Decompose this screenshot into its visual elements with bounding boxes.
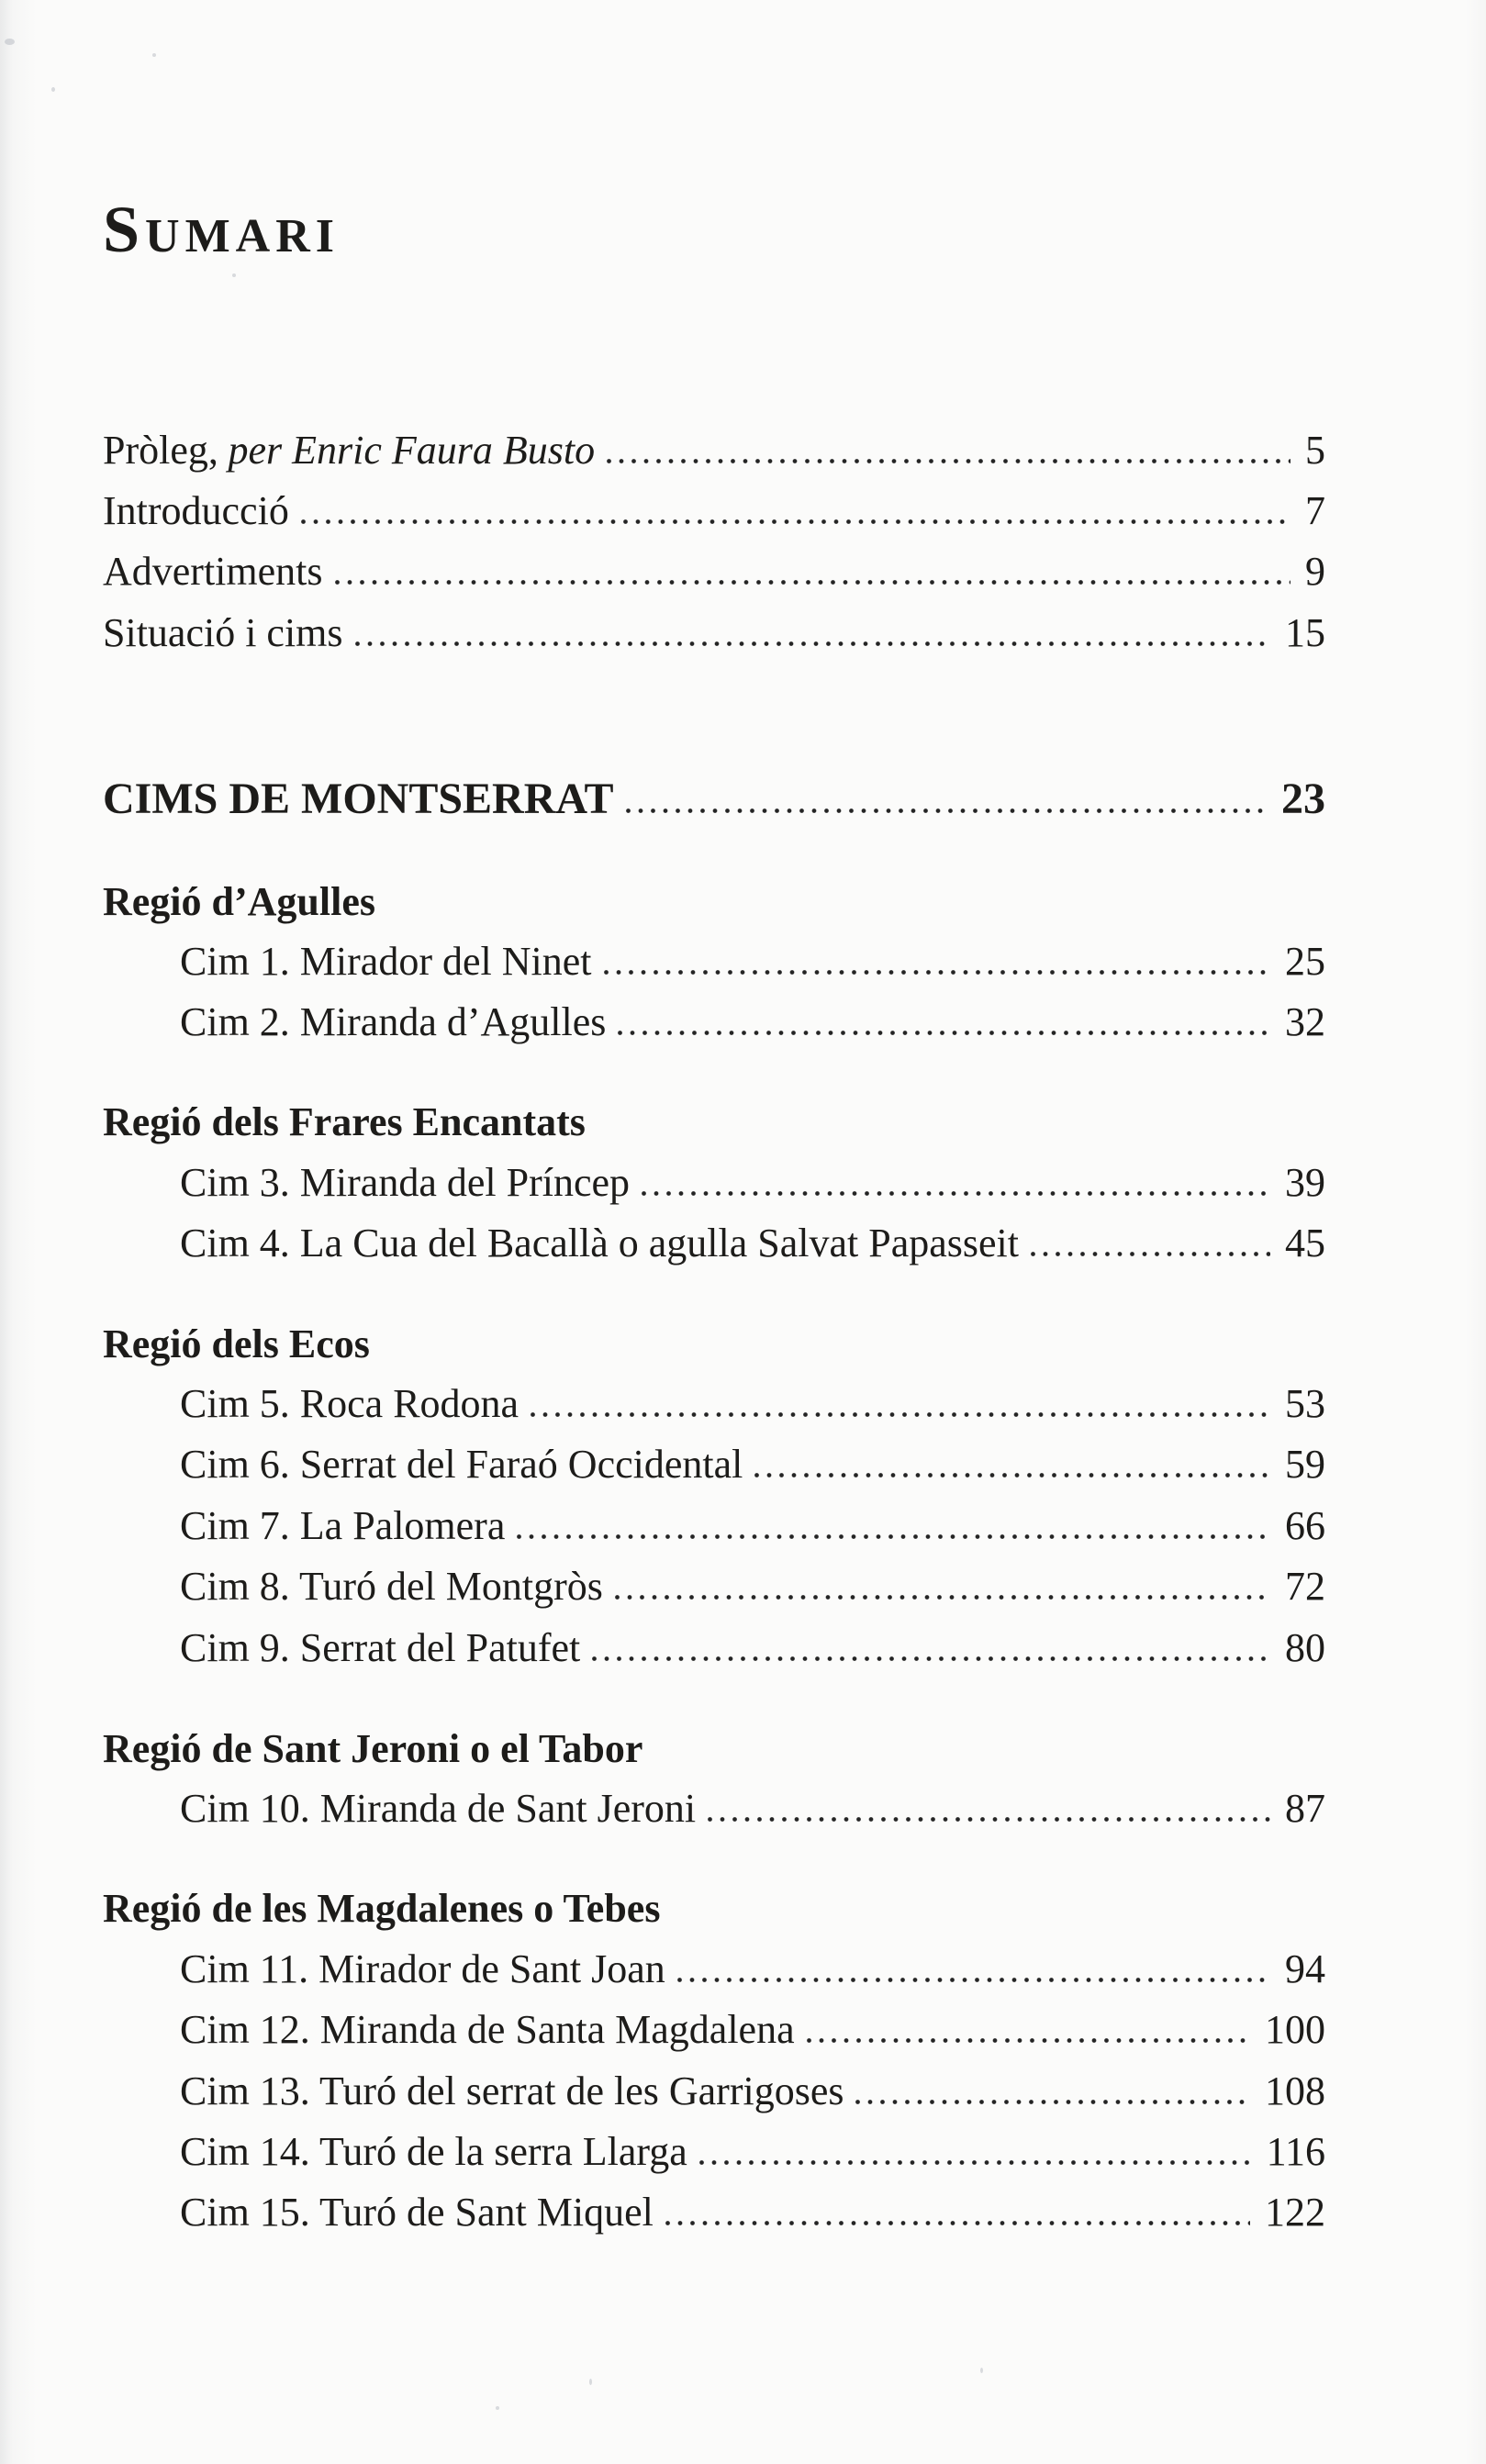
scan-speck [589, 2379, 592, 2385]
toc-entry-label: Cim 9. Serrat del Patufet [180, 1625, 581, 1670]
toc-entry-label: Cim 13. Turó del serrat de les Garrigoses [180, 2068, 844, 2113]
page-number: 59 [1285, 1442, 1325, 1487]
dot-leader [708, 1817, 1270, 1822]
toc-entry-label: Cim 14. Turó de la serra Llarga [180, 2129, 687, 2174]
dot-leader [642, 1191, 1270, 1196]
page-number: 7 [1305, 488, 1325, 533]
toc-entry-label: Cim 3. Miranda del Príncep [180, 1160, 631, 1205]
page-number: 9 [1305, 549, 1325, 594]
toc-entry-label: Cim 1. Mirador del Ninet [180, 939, 592, 984]
toc-entry-cim-7 [103, 1503, 1325, 1548]
page-number: 5 [1305, 428, 1325, 473]
toc-entry-label: Cim 2. Miranda d’Agulles [180, 999, 607, 1044]
toc-entry-label: Pròleg, [103, 428, 218, 473]
toc-entry-cim-1 [103, 939, 1325, 984]
page-number: 116 [1266, 2129, 1325, 2174]
page-number: 25 [1285, 939, 1325, 984]
dot-leader [355, 641, 1270, 646]
toc-entry-situacio-i-cims [103, 610, 1325, 655]
toc-entry-label: Cim 10. Miranda de Sant Jeroni [180, 1786, 697, 1831]
dot-leader [615, 1595, 1270, 1600]
toc-entry-label-italic: per Enric Faura Busto [228, 428, 596, 473]
page-number: 15 [1285, 610, 1325, 655]
page-number: 66 [1285, 1503, 1325, 1548]
toc-part-label: CIMS DE MONTSERRAT [103, 775, 614, 823]
page-title-rest: UMARI [145, 210, 341, 262]
toc-entry-proleg [103, 430, 1325, 471]
toc-section-heading-magdalenes: Regió de les Magdalenes o Tebes [103, 1886, 661, 1931]
toc-entry-cim-14 [103, 2129, 1325, 2174]
page-number: 80 [1285, 1625, 1325, 1670]
page-number: 94 [1285, 1946, 1325, 1991]
toc-entry-cim-9 [103, 1625, 1325, 1670]
dot-leader [335, 580, 1290, 585]
dot-leader [754, 1473, 1270, 1477]
toc-entry-cim-13 [103, 2068, 1325, 2113]
dot-leader [807, 2038, 1250, 2043]
toc-entry-introduccio [103, 488, 1325, 533]
toc-entry-advertiments [103, 549, 1325, 594]
toc-entry-cim-2 [103, 999, 1325, 1044]
scan-speck [152, 53, 156, 57]
page-number: 87 [1285, 1786, 1325, 1831]
toc-entry-label: Situació i cims [103, 610, 343, 655]
scan-speck [51, 87, 55, 92]
dot-leader [517, 1534, 1270, 1539]
toc-entry-label: Cim 5. Roca Rodona [180, 1381, 520, 1426]
page-title-initial: S [103, 193, 146, 266]
page-title [103, 193, 341, 266]
page-number: 45 [1285, 1221, 1325, 1265]
toc-entry-cim-4 [103, 1223, 1325, 1264]
scan-speck [5, 39, 15, 45]
toc-entry-cim-12 [103, 2007, 1325, 2052]
toc-entry-cim-8 [103, 1566, 1325, 1607]
toc-entry-cim-6 [103, 1444, 1325, 1485]
page-number: 100 [1265, 2007, 1325, 2052]
scan-speck [232, 273, 236, 277]
toc-entry-label: Cim 15. Turó de Sant Miquel [180, 2190, 654, 2235]
toc-entry-label: Cim 6. Serrat del Faraó Occidental [180, 1442, 743, 1487]
toc-entry-cim-15 [103, 2192, 1325, 2233]
page-number: 122 [1265, 2190, 1325, 2235]
toc-section-heading-sant-jeroni: Regió de Sant Jeroni o el Tabor [103, 1726, 643, 1771]
toc-entry-label: Cim 7. La Palomera [180, 1503, 506, 1548]
dot-leader [618, 1031, 1270, 1035]
dot-leader [604, 970, 1271, 975]
toc-entry-label: Cim 4. La Cua del Bacallà o agulla Salvat Papasseit [180, 1221, 1019, 1265]
toc-part-cims-de-montserrat [103, 777, 1325, 821]
toc-section-heading-frares-encantats: Regió dels Frares Encantats [103, 1099, 586, 1144]
dot-leader [531, 1412, 1270, 1417]
dot-leader [699, 2160, 1252, 2165]
page-number: 39 [1285, 1160, 1325, 1205]
page-number: 108 [1265, 2068, 1325, 2113]
dot-leader [607, 459, 1290, 463]
dot-leader [855, 2100, 1250, 2104]
page-number: 53 [1285, 1381, 1325, 1426]
toc-entry-label: Introducció [103, 488, 289, 533]
toc-entry-cim-5 [103, 1381, 1325, 1426]
dot-leader [592, 1656, 1270, 1661]
page-number: 72 [1285, 1564, 1325, 1609]
scan-speck [980, 2368, 983, 2373]
page-number: 23 [1281, 775, 1325, 823]
toc-entry-cim-3 [103, 1160, 1325, 1205]
scan-speck [496, 2406, 499, 2410]
toc-entry-cim-10 [103, 1786, 1325, 1831]
toc-section-heading-agulles: Regió d’Agulles [103, 879, 375, 924]
toc-entry-label: Advertiments [103, 549, 323, 594]
toc-entry-label: Cim 11. Mirador de Sant Joan [180, 1946, 665, 1991]
page-number: 32 [1285, 999, 1325, 1044]
dot-leader [626, 808, 1268, 813]
toc-entry-label: Cim 8. Turó del Montgròs [180, 1564, 603, 1609]
toc-entry-cim-11 [103, 1946, 1325, 1991]
toc-entry-label: Cim 12. Miranda de Santa Magdalena [180, 2007, 795, 2052]
toc-section-heading-ecos: Regió dels Ecos [103, 1321, 370, 1366]
dot-leader [1031, 1252, 1270, 1256]
dot-leader [677, 1978, 1270, 1982]
dot-leader [665, 2221, 1250, 2225]
dot-leader [301, 519, 1290, 524]
